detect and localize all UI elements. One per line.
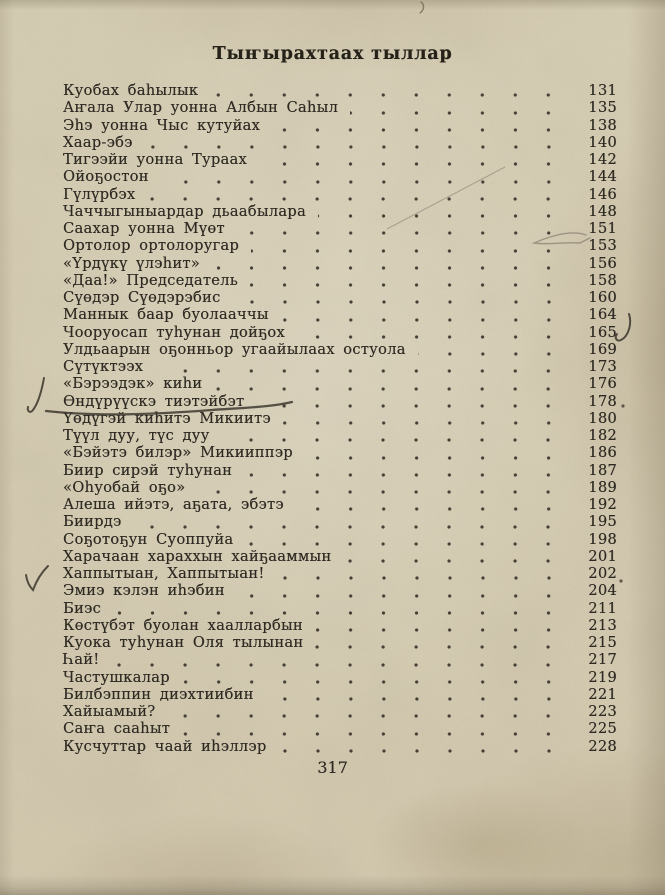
dot-leader <box>281 316 565 324</box>
toc-entry-page: 146 <box>588 185 617 203</box>
toc-entry-title: Сүөдэр Сүөдэрэбис <box>63 289 221 306</box>
toc-entry-page: 202 <box>588 565 617 582</box>
toc-entry-title: «Бэрээдэк» киһи <box>63 375 203 393</box>
toc-row <box>63 479 617 496</box>
dot-leader <box>250 281 565 289</box>
toc-row <box>63 427 617 444</box>
toc-entry-title: Маннык баар буолааччы <box>63 306 269 324</box>
toc-entry-title: Куобах баһылык <box>63 82 199 99</box>
dot-leader <box>245 540 565 548</box>
toc-entry-title: Көстүбэт буолан хаалларбын <box>63 616 303 634</box>
toc-entry-title: «Оһуобай оҕо» <box>63 478 186 496</box>
toc-entry-title: Ойоҕостон <box>63 168 149 186</box>
toc-entry-title: Биэс <box>63 599 101 617</box>
toc-entry-title: Гүлүрбэх <box>63 185 136 203</box>
toc-entry-title: Эһэ уонна Чыс кутуйах <box>63 116 261 134</box>
toc-entry-title: Частушкалар <box>63 668 170 686</box>
dot-leader <box>212 264 565 272</box>
toc-entry-page: 151 <box>588 220 617 237</box>
toc-entry-title: Биирдэ <box>63 513 122 531</box>
pencil-check-khappytyan-icon <box>26 566 48 590</box>
toc-entry-title: Хайыамый? <box>63 703 156 720</box>
dot-leader <box>147 195 565 203</box>
dot-leader <box>182 730 565 738</box>
dot-leader <box>145 143 565 151</box>
toc-entry-page: 173 <box>588 358 617 375</box>
toc-entry-page: 169 <box>588 340 617 358</box>
toc-entry-title: «Үрдүкү үлэһит» <box>63 254 200 272</box>
dot-leader <box>296 505 565 513</box>
dot-leader <box>272 126 565 134</box>
toc-entry-title: Сүтүктээх <box>63 358 144 375</box>
toc-entry-title: «Бэйэтэ билэр» Микииппэр <box>63 444 293 462</box>
toc-entry-title: Тигээйи уонна Тураах <box>63 151 248 168</box>
dot-leader <box>111 661 565 669</box>
toc-entry-page: 176 <box>588 375 617 393</box>
toc-row <box>63 324 617 341</box>
toc-row <box>63 186 617 203</box>
dot-leader <box>161 178 565 186</box>
dot-leader <box>315 626 565 634</box>
toc-row <box>63 99 617 116</box>
toc-entry-title: Ортолор ортолоругар <box>63 237 240 255</box>
dot-leader <box>113 609 565 617</box>
toc-entry-title: Биир сирэй туһунан <box>63 461 233 479</box>
toc-entry-page: 195 <box>588 513 617 531</box>
toc-entry-page: 180 <box>588 409 617 427</box>
toc-entry-page: 135 <box>588 99 617 117</box>
toc-entry-title: Куока туһунан Оля тылынан <box>63 634 304 651</box>
toc-entry-page: 228 <box>588 737 617 755</box>
toc-row <box>63 117 617 134</box>
toc-entry-page: 187 <box>588 461 617 479</box>
toc-row <box>63 600 617 617</box>
toc-entry-page: 211 <box>588 599 617 617</box>
toc-entry-title: Эмиэ кэлэн иһэбин <box>63 582 225 600</box>
toc-entry-title: Аҥала Улар уонна Албын Саһыл <box>63 99 339 117</box>
dot-leader <box>237 592 565 600</box>
toc-row <box>63 617 617 634</box>
toc-entry-page: 153 <box>588 237 617 255</box>
toc-row <box>63 289 617 306</box>
pencil-check-165-icon <box>616 314 630 341</box>
toc-entry-title: Хаппытыан, Хаппытыан! <box>63 565 265 582</box>
toc-entry-title: Саҥа сааһыт <box>63 720 171 738</box>
toc-row <box>63 134 617 151</box>
dot-leader <box>244 471 565 479</box>
toc-row <box>63 444 617 461</box>
toc-entry-page: 223 <box>588 703 617 720</box>
toc-entry-page: 198 <box>588 530 617 548</box>
dot-leader <box>221 436 565 444</box>
toc-row <box>63 168 617 185</box>
toc-entry-title: Алеша ийэтэ, аҕата, эбэтэ <box>63 496 284 513</box>
toc-entry-title: «Даа!» Председатель <box>63 271 238 289</box>
toc-entry-title: Саахар уонна Мүөт <box>63 220 225 237</box>
toc-entry-page: 217 <box>588 651 617 669</box>
toc-entry-title: Кусчуттар чаай иһэллэр <box>63 737 267 755</box>
dot-leader <box>133 523 565 531</box>
toc-row <box>63 531 617 548</box>
stray-dot-202-icon <box>619 579 622 582</box>
toc-entry-title: Хаар-эбэ <box>63 133 133 151</box>
toc-entry-page: 156 <box>588 254 617 272</box>
top-edge-mark-icon <box>420 2 424 13</box>
toc-row <box>63 82 617 99</box>
footer-page-number: 317 <box>317 758 348 777</box>
toc-entry-page: 138 <box>588 116 617 134</box>
toc-row <box>63 565 617 582</box>
page-title: Тыҥырахтаах тыллар <box>212 44 453 64</box>
toc-entry-page: 160 <box>588 289 617 306</box>
dot-leader <box>259 160 565 168</box>
toc-entry-page: 225 <box>588 720 617 738</box>
toc-row <box>63 703 617 720</box>
toc-entry-page: 164 <box>588 306 617 324</box>
toc-row <box>63 220 617 237</box>
toc-entry-page: 142 <box>588 151 617 168</box>
dot-leader <box>167 712 565 720</box>
toc-row <box>63 686 617 703</box>
toc-entry-page: 213 <box>588 616 617 634</box>
toc-entry-title: Үөдүгэй киһитэ Микиитэ <box>63 409 271 427</box>
toc-row <box>63 462 617 479</box>
toc-entry-page: 189 <box>588 478 617 496</box>
toc-entry-page: 186 <box>588 444 617 462</box>
toc-entry-page: 192 <box>588 496 617 513</box>
toc-entry-title: Һай! <box>63 651 100 669</box>
toc-row <box>63 203 617 220</box>
toc-entry-page: 140 <box>588 133 617 151</box>
dot-leader <box>233 298 566 306</box>
toc-entry-page: 165 <box>588 323 617 341</box>
toc-row <box>63 720 617 737</box>
toc-entry-title: Түүл дуу, түс дуу <box>63 427 210 444</box>
toc-list <box>63 82 617 755</box>
toc-entry-title: Өндүрүүскэ тиэтэйбэт <box>63 392 245 410</box>
toc-row <box>63 237 617 254</box>
dot-leader <box>350 109 565 117</box>
toc-entry-page: 144 <box>588 168 617 186</box>
toc-row <box>63 634 617 651</box>
toc-row <box>63 496 617 513</box>
toc-entry-title: Чооруосап туһунан дойҕох <box>63 323 285 341</box>
toc-entry-page: 182 <box>588 427 617 444</box>
toc-row <box>63 548 617 565</box>
dot-leader <box>266 695 565 703</box>
toc-row <box>63 738 617 755</box>
dot-leader <box>343 557 565 565</box>
toc-entry-page: 219 <box>588 668 617 686</box>
dot-leader <box>256 402 565 410</box>
dot-leader <box>283 419 565 427</box>
dot-leader <box>155 367 565 375</box>
toc-entry-title: Билбэппин диэхтиибин <box>63 685 254 703</box>
toc-row <box>63 651 617 668</box>
dot-leader <box>297 333 565 341</box>
dot-leader <box>251 247 565 255</box>
toc-entry-title: Соҕотоҕун Суоппуйа <box>63 530 234 548</box>
dot-leader <box>277 574 566 582</box>
toc-row <box>63 255 617 272</box>
toc-row <box>63 669 617 686</box>
dot-leader <box>418 350 565 358</box>
dot-leader <box>305 454 565 462</box>
toc-entry-page: 148 <box>588 202 617 220</box>
dot-leader <box>197 488 565 496</box>
toc-row <box>63 272 617 289</box>
toc-row <box>63 582 617 599</box>
toc-entry-page: 201 <box>588 547 617 565</box>
stray-dot-178-icon <box>621 404 624 407</box>
toc-row <box>63 410 617 427</box>
dot-leader <box>315 643 565 651</box>
toc-entry-page: 131 <box>588 82 617 99</box>
toc-entry-title: Харачаан хараххын хайҕааммын <box>63 547 332 565</box>
toc-row <box>63 393 617 410</box>
dot-leader <box>210 91 565 99</box>
pencil-check-bereedek-icon <box>28 378 44 412</box>
dot-leader <box>237 229 565 237</box>
toc-row <box>63 358 617 375</box>
dot-leader <box>279 747 566 755</box>
dot-leader <box>182 678 565 686</box>
toc-entry-title: Чаччыгыныардар дьаабылара <box>63 202 306 220</box>
toc-row <box>63 306 617 323</box>
dot-leader <box>214 385 565 393</box>
toc-row <box>63 375 617 392</box>
toc-row <box>63 513 617 530</box>
toc-entry-page: 215 <box>588 634 617 651</box>
dot-leader <box>318 212 565 220</box>
toc-entry-page: 178 <box>588 392 617 410</box>
toc-entry-page: 204 <box>588 582 617 600</box>
toc-row <box>63 341 617 358</box>
toc-row <box>63 151 617 168</box>
toc-entry-page: 221 <box>588 685 617 703</box>
toc-entry-page: 158 <box>588 271 617 289</box>
toc-entry-title: Улдьаарын оҕонньор угаайылаах остуола <box>63 340 406 358</box>
